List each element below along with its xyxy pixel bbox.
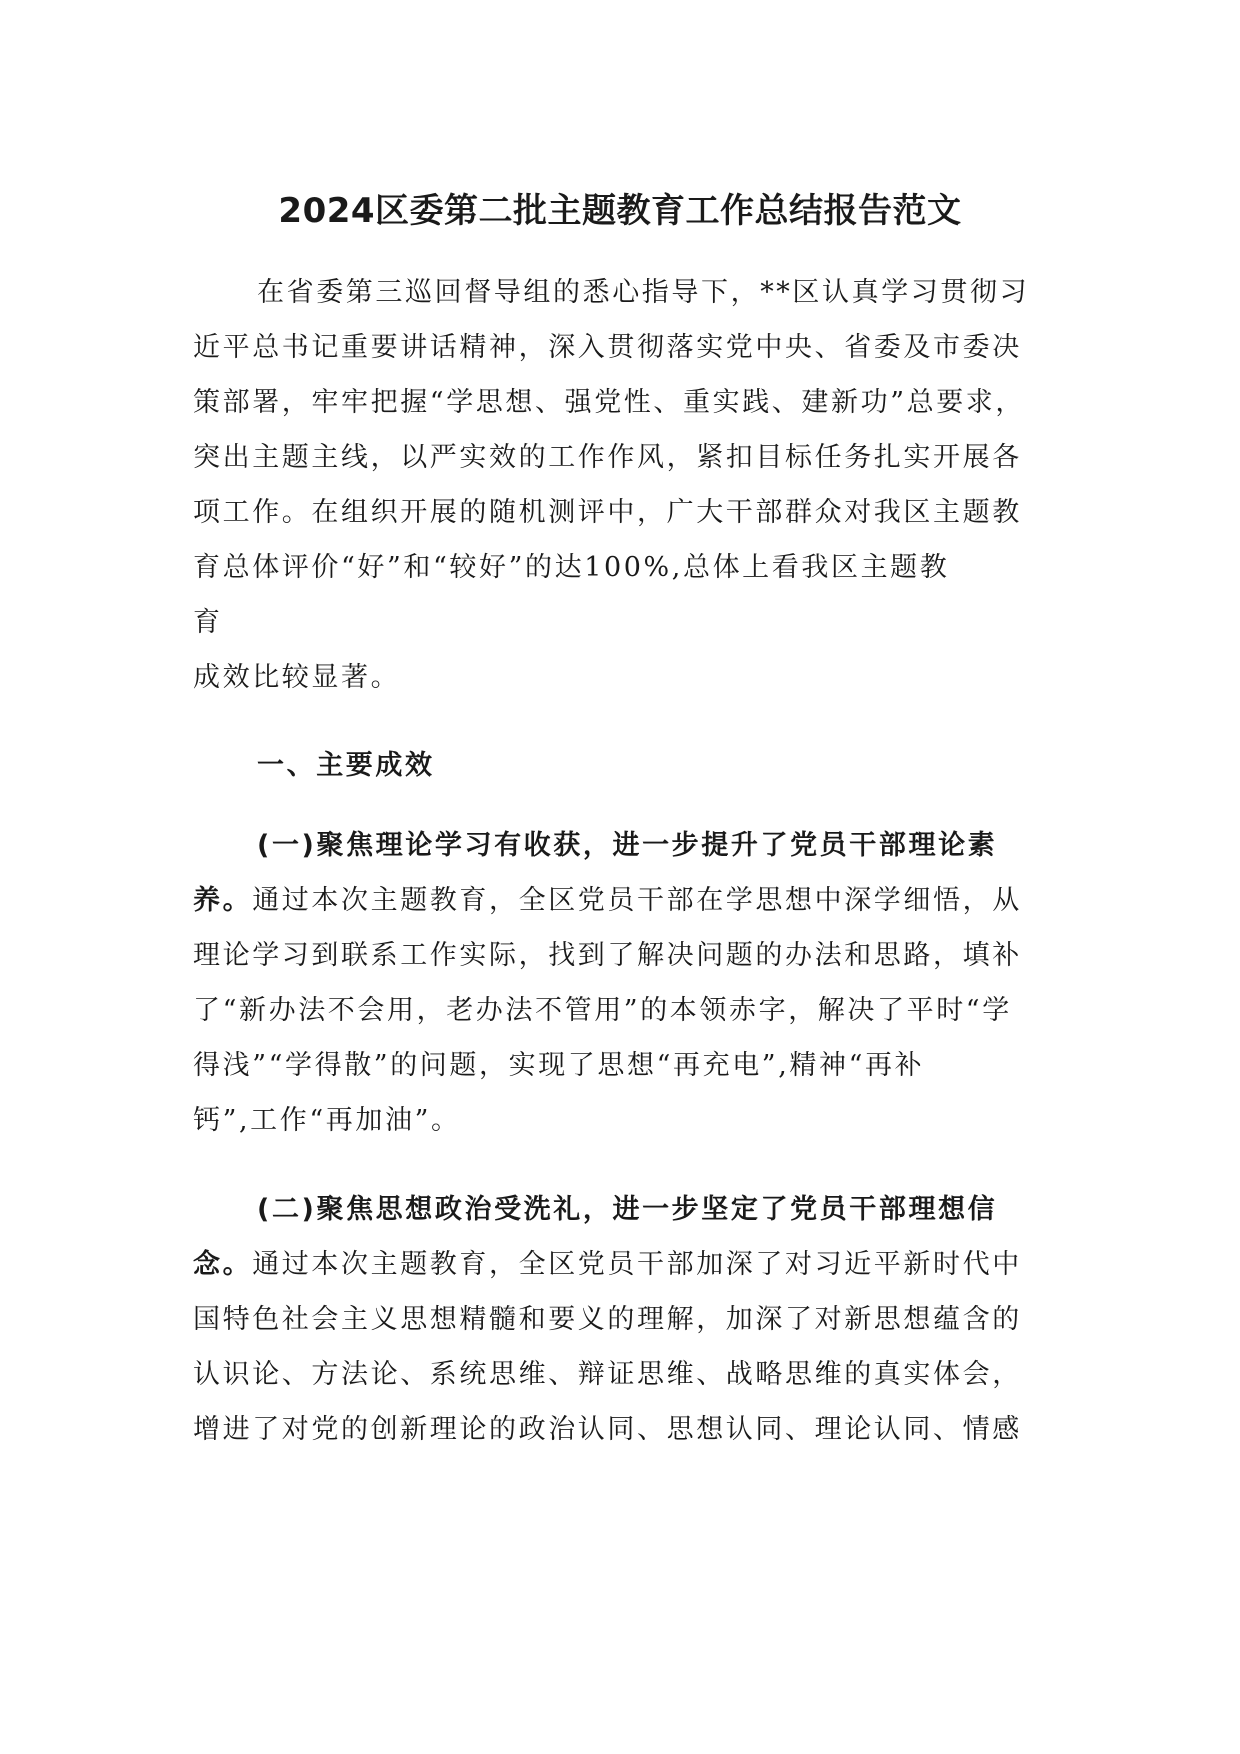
intro-paragraph xyxy=(193,265,1053,705)
intro-line: 成效比较显著。 xyxy=(193,662,401,693)
intro-line: 策部署，牢牢把握“学思想、强党性、重实践、建新功”总要求， xyxy=(193,387,1026,418)
subsection-paragraph-1 xyxy=(193,818,1053,1148)
intro-line: 项工作。在组织开展的随机测评中，广大干部群众对我区主题教 xyxy=(193,497,1022,528)
paragraph-text: 通过本次主题教育，全区党员干部加深了对习近平新时代中 xyxy=(252,1249,1022,1280)
intro-line: 在省委第三巡回督导组的悉心指导下，**区认真学习贯彻习 xyxy=(257,277,1030,308)
subsection-heading-end: 养。 xyxy=(193,885,253,916)
paragraph-line: 得浅”“学得散”的问题，实现了思想“再充电”,精神“再补 xyxy=(193,1050,925,1081)
paragraph-line: 增进了对党的创新理论的政治认同、思想认同、理论认同、情感 xyxy=(193,1414,1022,1445)
paragraph-text: 通过本次主题教育，全区党员干部在学思想中深学细悟，从 xyxy=(252,885,1022,916)
paragraph-line: 国特色社会主义思想精髓和要义的理解，加深了对新思想蕴含的 xyxy=(193,1304,1022,1335)
subsection-heading: (一)聚焦理论学习有收获，进一步提升了党员干部理论素 xyxy=(257,830,998,861)
intro-line: 育 xyxy=(193,607,223,638)
intro-line: 突出主题主线，以严实效的工作作风，紧扣目标任务扎实开展各 xyxy=(193,442,1022,473)
subsection-heading: (二)聚焦思想政治受洗礼，进一步坚定了党员干部理想信 xyxy=(257,1194,998,1225)
subsection-heading-end: 念。 xyxy=(193,1249,253,1280)
section-heading: 一、主要成效 xyxy=(257,750,435,781)
paragraph-line: 钙”,工作“再加油”。 xyxy=(193,1105,461,1136)
intro-line: 近平总书记重要讲话精神，深入贯彻落实党中央、省委及市委决 xyxy=(193,332,1022,363)
document-title: 2024区委第二批主题教育工作总结报告范文 xyxy=(278,191,962,231)
paragraph-line: 了“新办法不会用，老办法不管用”的本领赤字，解决了平时“学 xyxy=(193,995,1012,1026)
paragraph-line: 认识论、方法论、系统思维、辩证思维、战略思维的真实体会， xyxy=(193,1359,1022,1390)
subsection-paragraph-2 xyxy=(193,1182,1053,1457)
paragraph-line xyxy=(193,1237,1053,1292)
intro-line: 育总体评价“好”和“较好”的达100%,总体上看我区主题教 xyxy=(193,552,950,583)
paragraph-line xyxy=(193,873,1053,928)
paragraph-line: 理论学习到联系工作实际，找到了解决问题的办法和思路，填补 xyxy=(193,940,1022,971)
